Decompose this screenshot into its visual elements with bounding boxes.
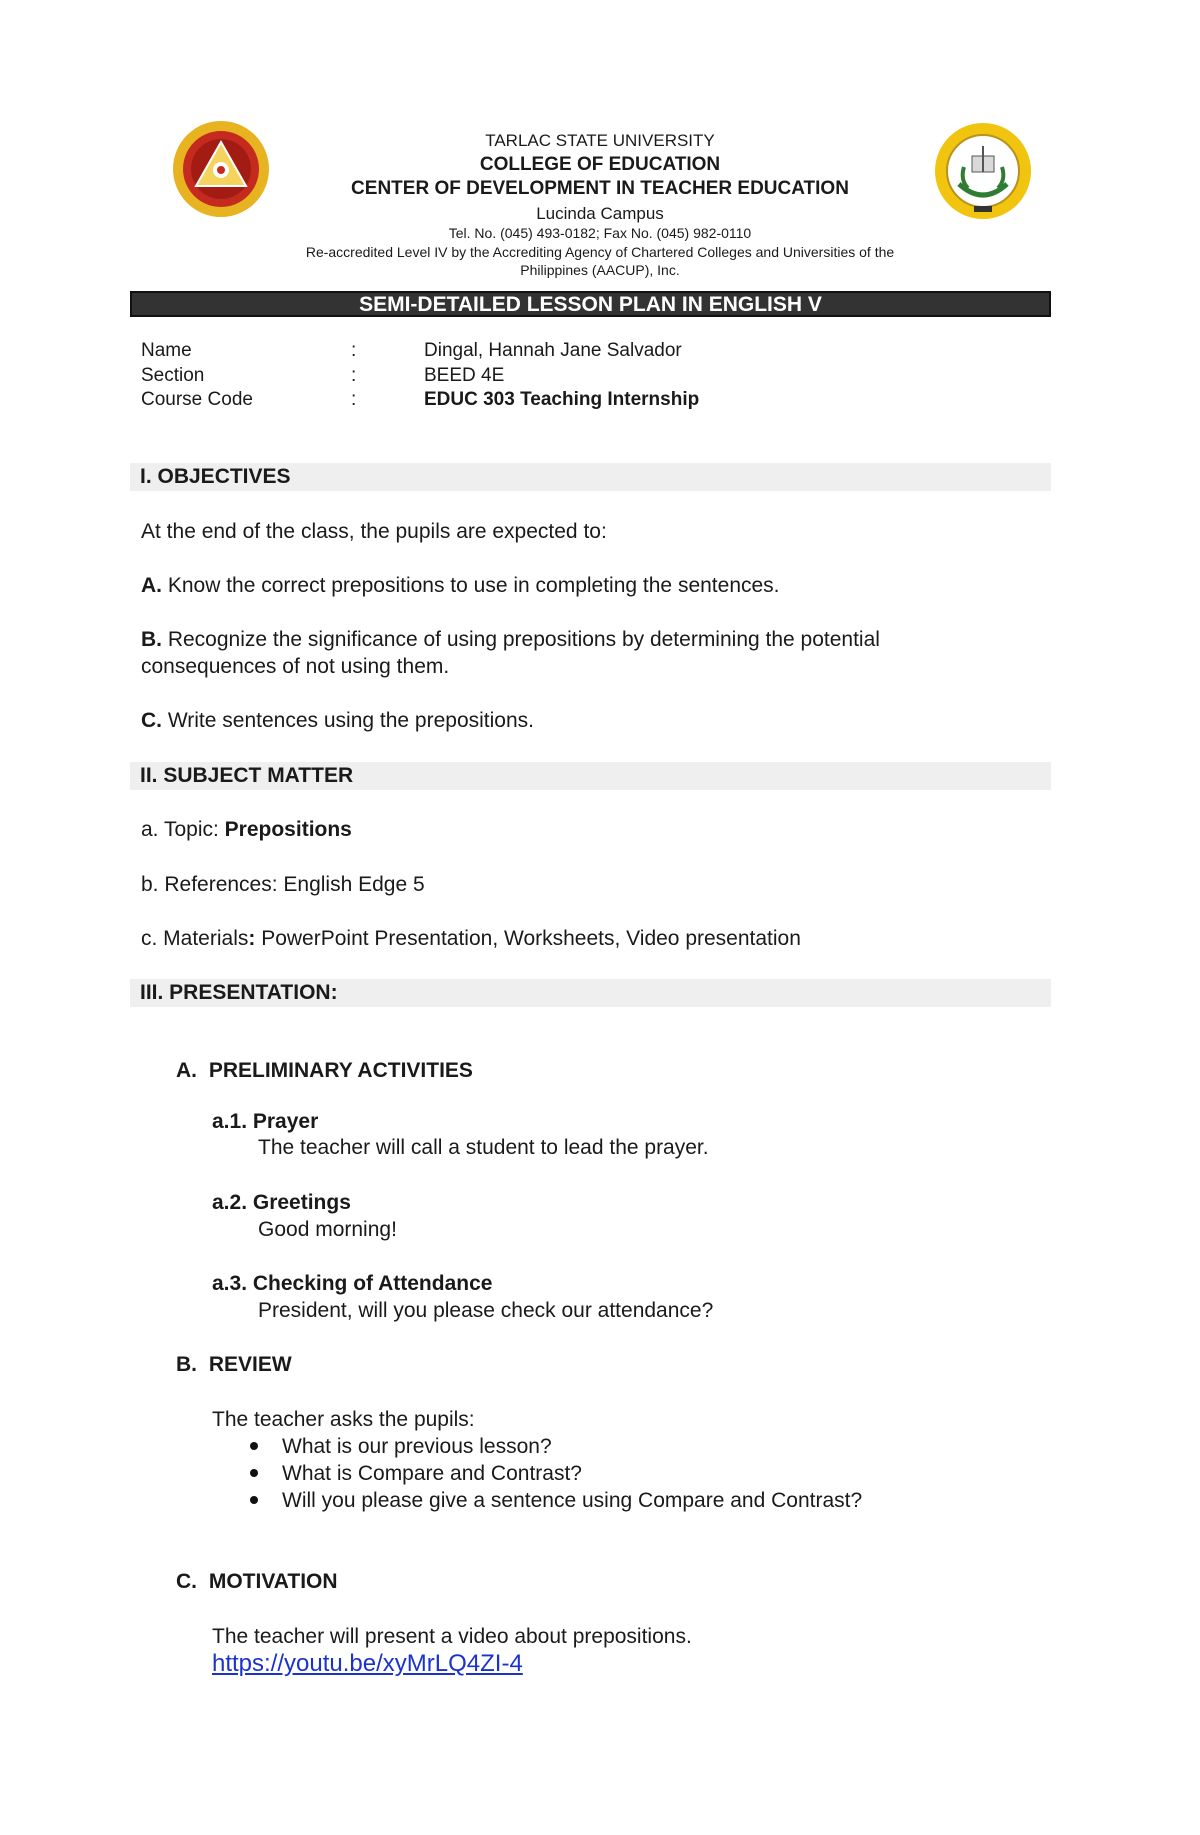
info-value-section: BEED 4E [424,365,505,386]
video-link[interactable]: https://youtu.be/xyMrLQ4ZI-4 [212,1650,523,1677]
campus-name: Lucinda Campus [536,204,664,223]
info-sep: : [351,365,357,386]
info-label-name: Name [141,340,192,361]
objectives-heading: I. OBJECTIVES [130,463,1051,491]
center-name: CENTER OF DEVELOPMENT IN TEACHER EDUCATION [351,178,849,199]
attendance-title: a.3. Checking of Attendance [212,1272,493,1295]
review-intro: The teacher asks the pupils: [212,1408,475,1431]
topic-label: a. Topic: [141,818,225,841]
prayer-text: The teacher will call a student to lead the prayer. [258,1136,709,1159]
objective-text: Know the correct prepositions to use in completing the sentences. [162,574,780,597]
section-letter: C. [176,1570,197,1593]
info-value-course-code: EDUC 303 Teaching Internship [424,389,700,410]
info-value-name: Dingal, Hannah Jane Salvador [424,340,682,361]
bullet-icon [250,1469,258,1477]
subject-references: b. References: English Edge 5 [141,873,425,896]
subject-topic [141,816,352,843]
college-name: COLLEGE OF EDUCATION [479,154,721,175]
presentation-heading: III. PRESENTATION: [130,979,1051,1007]
section-title: MOTIVATION [208,1570,338,1593]
greetings-title: a.2. Greetings [212,1191,351,1214]
document-title: SEMI-DETAILED LESSON PLAN IN ENGLISH V [130,291,1051,317]
contact-info: Tel. No. (045) 493-0182; Fax No. (045) 982-0110 [448,225,752,241]
section-title: PRELIMINARY ACTIVITIES [208,1059,473,1082]
bullet-text: What is our previous lesson? [282,1435,552,1458]
accreditation-line-1: Re-accredited Level IV by the Accrediting Agency of Chartered Colleges and Universities of the [305,244,895,260]
objective-b [141,626,880,680]
attendance-text: President, will you please check our attendance? [258,1299,714,1322]
review-heading [176,1351,292,1378]
greetings-text: Good morning! [258,1218,397,1241]
bullet-text: What is Compare and Contrast? [282,1462,582,1485]
university-name: TARLAC STATE UNIVERSITY [485,131,715,150]
objective-text: Write sentences using the prepositions. [162,709,534,732]
info-label-course-code: Course Code [141,389,253,410]
info-sep: : [351,340,357,361]
info-sep: : [351,389,357,410]
objective-letter: A. [141,574,162,597]
bullet-text: Will you please give a sentence using Compare and Contrast? [282,1489,863,1512]
review-bullet [212,1487,862,1514]
bullet-icon [250,1442,258,1450]
objective-text: Recognize the significance of using prepositions by determining the potential [162,628,880,651]
objective-text-continued: consequences of not using them. [141,655,450,678]
subject-materials [141,925,801,952]
section-title: REVIEW [208,1353,292,1376]
section-letter: A. [176,1059,197,1082]
review-bullet [212,1433,552,1460]
motivation-heading [176,1568,338,1595]
subject-matter-heading: II. SUBJECT MATTER [130,762,1051,790]
bullet-icon [250,1496,258,1504]
prayer-title: a.1. Prayer [212,1110,319,1133]
section-letter: B. [176,1353,197,1376]
objective-letter: C. [141,709,162,732]
objective-a [141,572,780,599]
materials-label: c. Materials [141,927,249,950]
review-bullet [212,1460,582,1487]
objectives-intro: At the end of the class, the pupils are expected to: [141,520,607,543]
topic-value: Prepositions [224,818,352,841]
objective-letter: B. [141,628,162,651]
materials-colon: : [248,927,256,950]
objective-c [141,707,534,734]
preliminary-activities-heading [176,1057,473,1084]
info-label-section: Section [141,365,205,386]
motivation-text: The teacher will present a video about prepositions. [212,1625,692,1648]
materials-value: PowerPoint Presentation, Worksheets, Video presentation [255,927,801,950]
accreditation-line-2: Philippines (AACUP), Inc. [520,262,680,278]
